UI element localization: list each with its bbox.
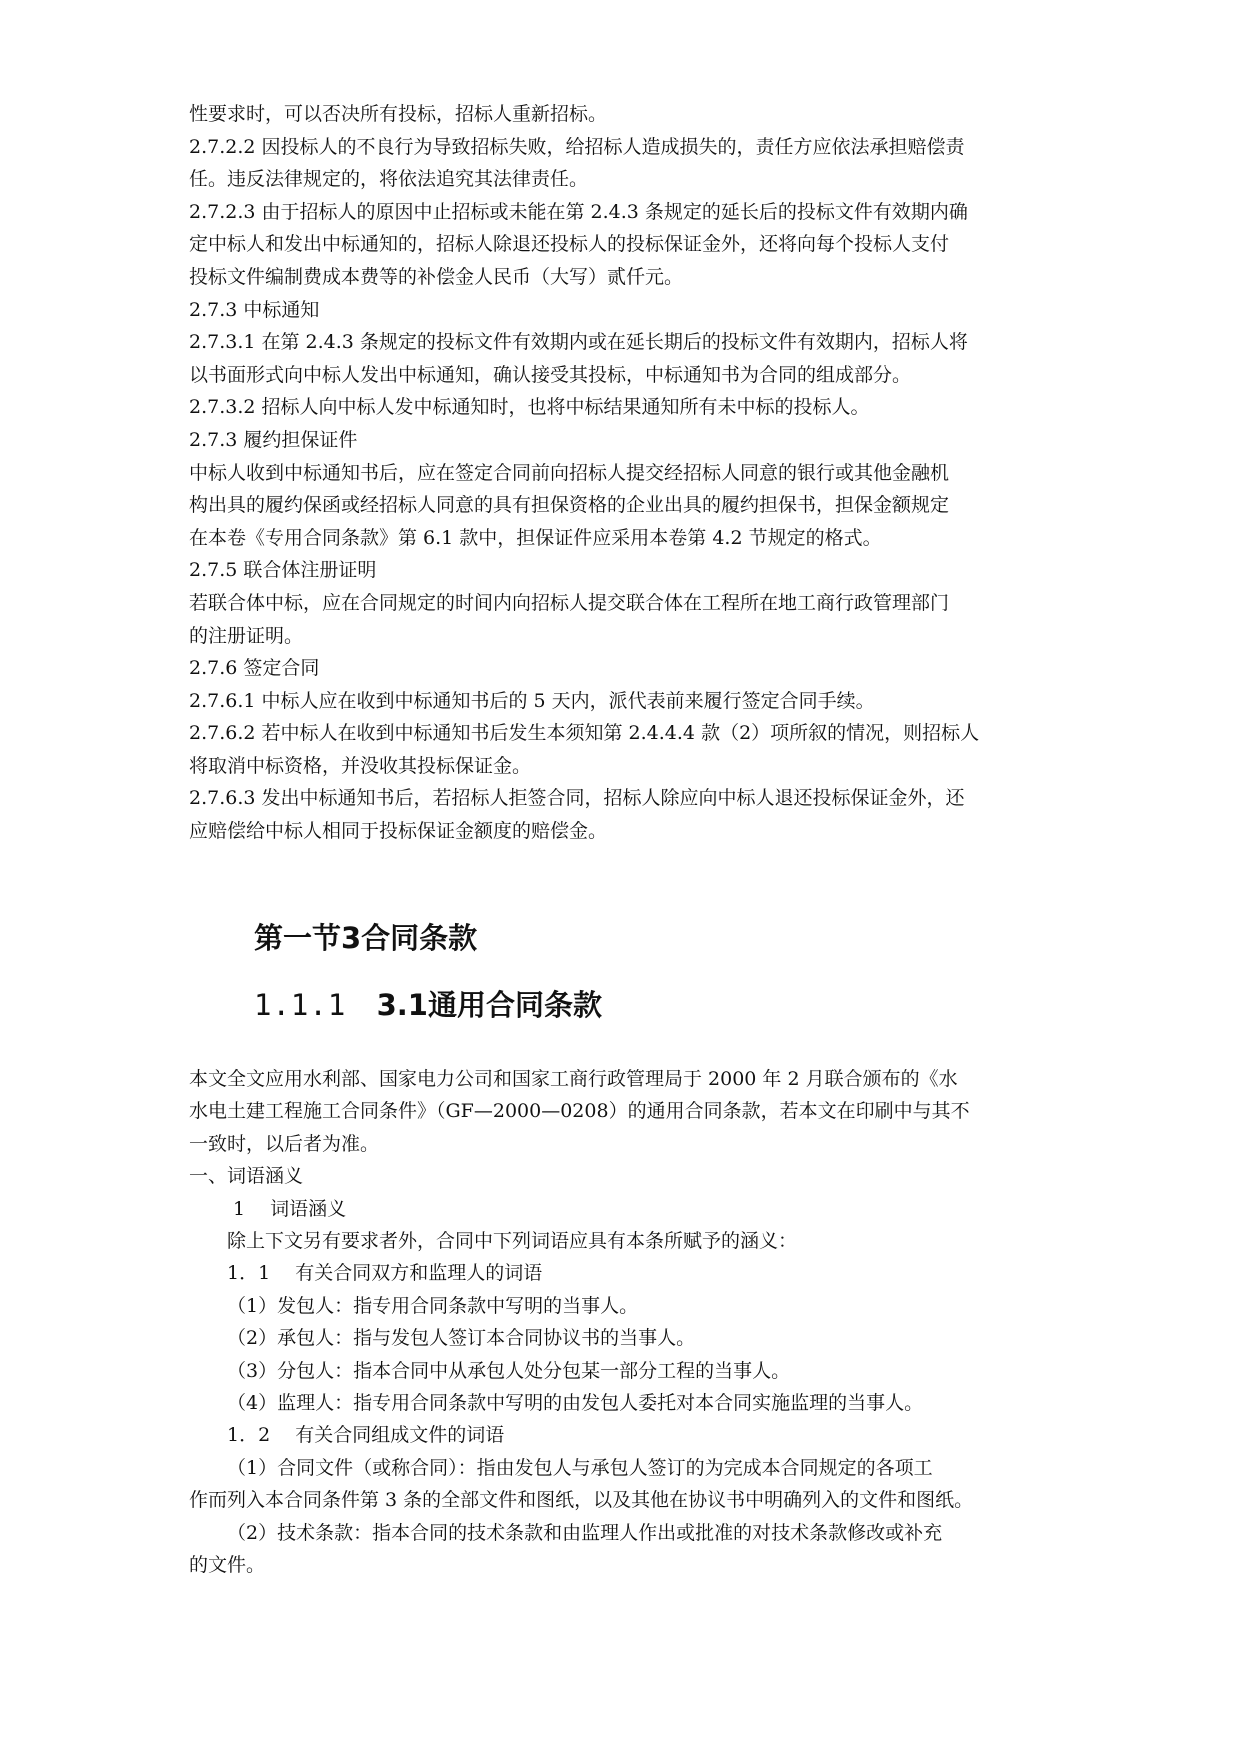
intro-line: 水电土建工程施工合同条件》（GF—2000—0208）的通用合同条款，若本文在印刷中与其不 xyxy=(189,1100,970,1123)
text-line: 的注册证明。 xyxy=(189,624,304,647)
text-line: 2.7.6.1 中标人应在收到中标通知书后的 5 天内，派代表前来履行签定合同手续。 xyxy=(189,689,875,712)
text-line: 构出具的履约保函或经招标人同意的具有担保资格的企业出具的履约担保书，担保金额规定 xyxy=(189,494,950,517)
text-line: 2.7.2.2 因投标人的不良行为导致招标失败，给招标人造成损失的，责任方应依法承担赔偿责 xyxy=(189,135,965,158)
subheading-consortium-registration: 2.7.5 联合体注册证明 xyxy=(189,559,377,582)
text-line: 2.7.6.2 若中标人在收到中标通知书后发生本须知第 2.4.4.4 款（2）项所叙的情况，则招标人 xyxy=(189,722,980,745)
definition-item: （2）技术条款：指本合同的技术条款和由监理人作出或批准的对技术条款修改或补充 xyxy=(227,1521,943,1544)
text-line: 性要求时，可以否决所有投标，招标人重新招标。 xyxy=(189,103,608,125)
tender-instructions-section xyxy=(189,98,1069,848)
part-title: 一、词语涵义 xyxy=(189,1165,304,1188)
text-line: 以书面形式向中标人发出中标通知，确认接受其投标，中标通知书为合同的组成部分。 xyxy=(189,363,912,386)
definition-item-continued: 作而列入本合同条件第 3 条的全部文件和图纸，以及其他在协议书中明确列入的文件和图纸。 xyxy=(189,1489,974,1512)
text-line: 应赔偿给中标人相同于投标保证金额度的赔偿金。 xyxy=(189,820,608,843)
subclause-heading: 1．2 有关合同组成文件的词语 xyxy=(227,1424,505,1447)
definition-item: （4）监理人：指专用合同条款中写明的由发包人委托对本合同实施监理的当事人。 xyxy=(227,1392,924,1415)
text-line: 2.7.3.1 在第 2.4.3 条规定的投标文件有效期内或在延长期后的投标文件有效期内，招标人将 xyxy=(189,331,968,354)
definition-item: （2）承包人：指与发包人签订本合同协议书的当事人。 xyxy=(227,1327,696,1350)
definition-item: （1）合同文件（或称合同）：指由发包人与承包人签订的为完成本合同规定的各项工 xyxy=(227,1456,933,1479)
text-line: 将取消中标资格，并没收其投标保证金。 xyxy=(189,754,532,777)
text-line: 2.7.2.3 由于招标人的原因中止招标或未能在第 2.4.3 条规定的延长后的投标文件有效期内确 xyxy=(189,200,968,223)
text-line: 中标人收到中标通知书后，应在签定合同前向招标人提交经招标人同意的银行或其他金融机 xyxy=(189,461,950,484)
text-line: 2.7.6.3 发出中标通知书后，若招标人拒签合同，招标人除应向中标人退还投标保证金外，还 xyxy=(189,787,965,810)
subheading-award-notice: 2.7.3 中标通知 xyxy=(189,298,320,321)
subclause-heading: 1．1 有关合同双方和监理人的词语 xyxy=(227,1262,543,1285)
text-line: 投标文件编制费成本费等的补偿金人民币（大写）贰仟元。 xyxy=(189,265,684,288)
definition-item-continued: 的文件。 xyxy=(189,1554,266,1577)
intro-line: 本文全文应用水利部、国家电力公司和国家工商行政管理局于 2000 年 2 月联合颁布的《水 xyxy=(189,1068,958,1090)
section-number: 1.1.1 xyxy=(254,988,347,1022)
text-line: 2.7.3.2 招标人向中标人发中标通知时，也将中标结果通知所有未中标的投标人。 xyxy=(189,396,870,419)
section-title: 3.1通用合同条款 xyxy=(376,988,602,1022)
general-conditions-section xyxy=(189,1063,1069,1582)
section-heading xyxy=(254,985,602,1025)
text-line: 若联合体中标，应在合同规定的时间内向招标人提交联合体在工程所在地工商行政管理部门 xyxy=(189,591,950,614)
subheading-contract-signing: 2.7.6 签定合同 xyxy=(189,657,320,680)
clause-text: 除上下文另有要求者外，合同中下列词语应具有本条所赋予的涵义： xyxy=(227,1230,798,1253)
text-line: 任。违反法律规定的，将依法追究其法律责任。 xyxy=(189,168,589,191)
definition-item: （1）发包人：指专用合同条款中写明的当事人。 xyxy=(227,1294,639,1317)
text-line: 定中标人和发出中标通知的，招标人除退还投标人的投标保证金外，还将向每个投标人支付 xyxy=(189,233,950,256)
clause-heading: 1 词语涵义 xyxy=(233,1197,347,1220)
intro-line: 一致时，以后者为准。 xyxy=(189,1132,380,1155)
chapter-heading: 第一节3合同条款 xyxy=(254,921,478,955)
text-line: 在本卷《专用合同条款》第 6.1 款中，担保证件应采用本卷第 4.2 节规定的格式。 xyxy=(189,526,882,549)
definition-item: （3）分包人：指本合同中从承包人处分包某一部分工程的当事人。 xyxy=(227,1359,791,1382)
subheading-performance-security: 2.7.3 履约担保证件 xyxy=(189,428,358,451)
